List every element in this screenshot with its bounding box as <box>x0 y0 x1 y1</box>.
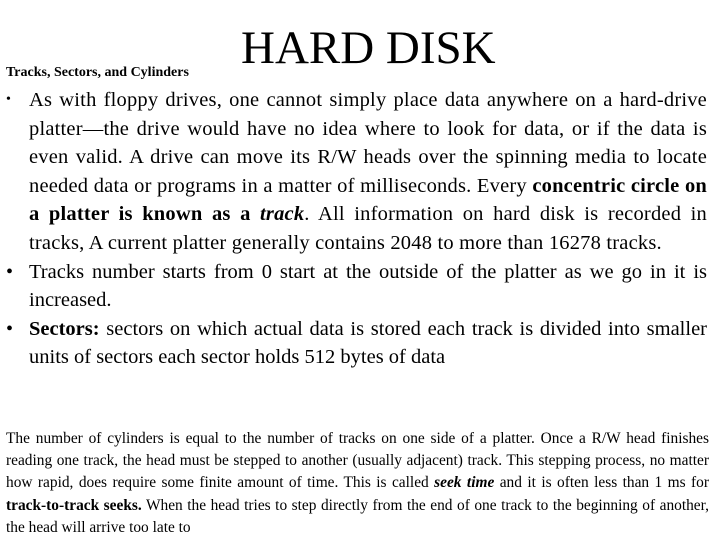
slide-title: HARD DISK <box>241 22 496 74</box>
bullet-item-sectors <box>6 315 707 372</box>
bullet-item-tracks-definition <box>6 86 707 258</box>
bullet-text-bold: Sectors: <box>29 317 100 340</box>
bullet-marker: • <box>6 92 11 107</box>
bullet-text-part: . All information on hard disk is recorded in tracks, A current platter generally contains 2048 to more than 16278 tracks. <box>29 203 707 254</box>
bullet-text-part: sectors on which actual data is stored each track is divided into smaller units of sectors each sector holds 512 bytes of data <box>29 317 707 369</box>
bullet-marker: • <box>6 260 14 283</box>
paragraph-term-seek-time: seek time <box>434 474 495 492</box>
bullet-list <box>6 86 707 372</box>
paragraph-text-part: When the head tries to step directly from the end of one track to the beginning of another, the head will arrive too late to <box>6 496 709 536</box>
bullet-text-bold: concentric circle on a platter is known as a <box>29 174 707 226</box>
bullet-text: Tracks number starts from 0 start at the outside of the platter as we go in it is increased. <box>29 260 707 312</box>
paragraph-term-track-seeks: track-to-track seeks. <box>6 496 142 514</box>
bullet-text-part: As with floppy drives, one cannot simply place data anywhere on a hard-drive platter—the drive would have no idea where to look for data, or if the data is even valid. A drive can move its R/W heads over the spinning media to locate needed data or programs in a matter of milliseconds. Every <box>29 89 707 197</box>
paragraph-text-part: and it is often less than 1 ms for <box>494 474 709 492</box>
bullet-text <box>29 318 707 369</box>
slide-subtitle: Tracks, Sectors, and Cylinders <box>6 65 189 80</box>
bullet-item-track-numbering <box>6 258 707 315</box>
paragraph-text-part: The number of cylinders is equal to the number of tracks on one side of a platter. Once a R/W head finishes reading one track, the head must be stepped to another (usually adjacent) track. This stepping process, no matter how rapid, does require some finite amount of time. This is called <box>6 430 709 492</box>
bullet-text-term: track <box>260 203 305 226</box>
body-paragraph <box>6 428 709 539</box>
bullet-text <box>29 89 707 254</box>
bullet-marker: • <box>6 317 14 340</box>
